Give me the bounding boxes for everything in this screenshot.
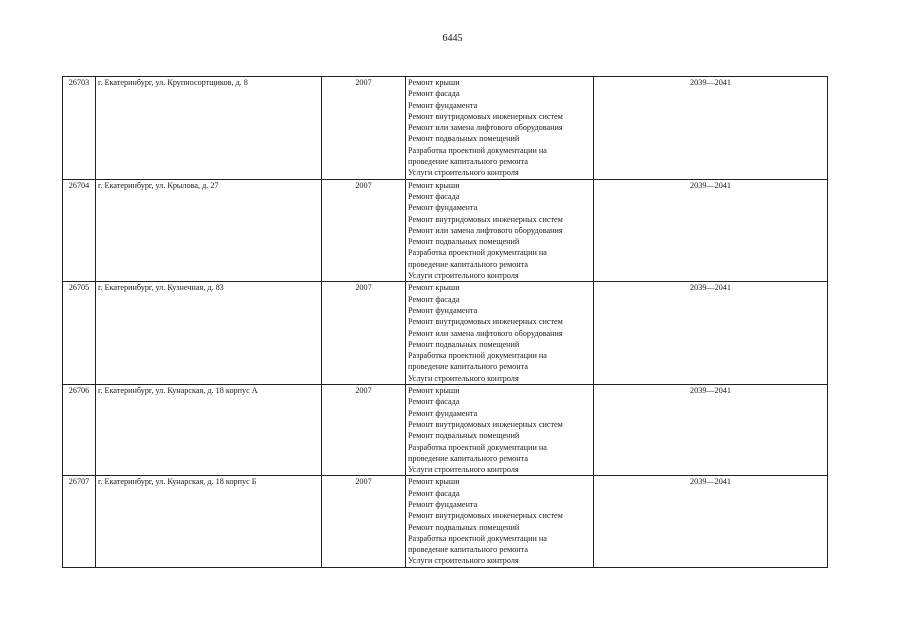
work-item: Ремонт крыши xyxy=(408,477,460,487)
work-item: Ремонт или замена лифтового оборудования xyxy=(408,123,563,133)
work-item: Ремонт подвальных помещений xyxy=(408,522,520,532)
registry-table-body xyxy=(63,77,828,568)
work-item: Ремонт подвальных помещений xyxy=(408,237,520,247)
table-row xyxy=(63,385,828,476)
work-item: Разработка проектной документации на xyxy=(408,248,547,258)
work-item: Ремонт внутридомовых инженерных систем xyxy=(408,511,563,521)
work-item: Ремонт внутридомовых инженерных систем xyxy=(408,214,563,224)
page-number: 6445 xyxy=(442,33,463,44)
work-item: Ремонт внутридомовых инженерных систем xyxy=(408,317,563,327)
work-item: Ремонт подвальных помещений xyxy=(408,339,520,349)
work-item: Ремонт крыши xyxy=(408,78,460,87)
object-number-cell: 26706 xyxy=(63,385,96,476)
repair-period-cell: 2039—2041 xyxy=(594,476,828,567)
work-item: Ремонт крыши xyxy=(408,386,460,396)
works-list-cell xyxy=(406,385,594,476)
works-list-cell xyxy=(406,179,594,282)
address-cell: г. Екатеринбург, ул. Кунарская, д. 18 корпус Б xyxy=(96,476,322,567)
work-item: Разработка проектной документации на xyxy=(408,533,547,543)
work-item: проведение капитального ремонта xyxy=(408,453,528,463)
commissioning-year-cell: 2007 xyxy=(322,385,406,476)
table-row xyxy=(63,282,828,385)
repair-period-cell: 2039—2041 xyxy=(594,77,828,180)
work-item: Ремонт фасада xyxy=(408,89,460,99)
object-number-cell: 26707 xyxy=(63,476,96,567)
repair-period-cell: 2039—2041 xyxy=(594,179,828,282)
work-item: Ремонт или замена лифтового оборудования xyxy=(408,225,563,235)
work-item: Ремонт подвальных помещений xyxy=(408,134,520,144)
work-item: Услуги строительного контроля xyxy=(408,556,519,566)
address-cell: г. Екатеринбург, ул. Кунарская, д. 18 корпус А xyxy=(96,385,322,476)
work-item: Ремонт или замена лифтового оборудования xyxy=(408,328,563,338)
work-item: Ремонт фасада xyxy=(408,488,460,498)
table-row xyxy=(63,476,828,567)
work-item: Ремонт фасада xyxy=(408,191,460,201)
commissioning-year-cell: 2007 xyxy=(322,179,406,282)
work-item: Ремонт фундамента xyxy=(408,203,478,213)
table-row xyxy=(63,77,828,180)
work-item: Услуги строительного контроля xyxy=(408,465,519,475)
repair-period-cell: 2039—2041 xyxy=(594,282,828,385)
table-row xyxy=(63,179,828,282)
address-cell: г. Екатеринбург, ул. Крупносортщиков, д. 8 xyxy=(96,77,322,180)
address-cell: г. Екатеринбург, ул. Крылова, д. 27 xyxy=(96,179,322,282)
works-list-cell xyxy=(406,282,594,385)
work-item: Ремонт подвальных помещений xyxy=(408,431,520,441)
commissioning-year-cell: 2007 xyxy=(322,77,406,180)
work-item: Ремонт крыши xyxy=(408,283,460,293)
commissioning-year-cell: 2007 xyxy=(322,476,406,567)
work-item: Ремонт внутридомовых инженерных систем xyxy=(408,111,563,121)
work-item: Ремонт фундамента xyxy=(408,499,478,509)
object-number-cell: 26704 xyxy=(63,179,96,282)
work-item: Ремонт фундамента xyxy=(408,100,478,110)
work-item: Услуги строительного контроля xyxy=(408,271,519,281)
work-item: Ремонт внутридомовых инженерных систем xyxy=(408,419,563,429)
address-cell: г. Екатеринбург, ул. Кузнечная, д. 83 xyxy=(96,282,322,385)
work-item: Разработка проектной документации на xyxy=(408,351,547,361)
work-item: Ремонт фасада xyxy=(408,294,460,304)
object-number-cell: 26705 xyxy=(63,282,96,385)
works-list-cell xyxy=(406,77,594,180)
work-item: проведение капитального ремонта xyxy=(408,545,528,555)
works-list-cell xyxy=(406,476,594,567)
work-item: Ремонт фундамента xyxy=(408,305,478,315)
repair-period-cell: 2039—2041 xyxy=(594,385,828,476)
work-item: проведение капитального ремонта xyxy=(408,157,528,167)
work-item: Разработка проектной документации на xyxy=(408,145,547,155)
work-item: проведение капитального ремонта xyxy=(408,259,528,269)
registry-table xyxy=(62,76,828,568)
object-number-cell: 26703 xyxy=(63,77,96,180)
work-item: Услуги строительного контроля xyxy=(408,168,519,178)
work-item: Ремонт крыши xyxy=(408,180,460,190)
work-item: Ремонт фундамента xyxy=(408,408,478,418)
work-item: Разработка проектной документации на xyxy=(408,442,547,452)
work-item: проведение капитального ремонта xyxy=(408,362,528,372)
commissioning-year-cell: 2007 xyxy=(322,282,406,385)
work-item: Ремонт фасада xyxy=(408,397,460,407)
work-item: Услуги строительного контроля xyxy=(408,373,519,383)
